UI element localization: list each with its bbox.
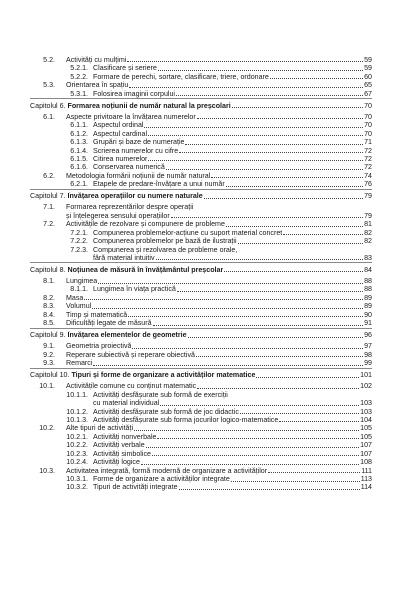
toc-page-number: 84 [364, 266, 372, 275]
toc-page-number: 103 [360, 399, 372, 408]
dot-leader [176, 95, 363, 96]
toc-entry-title: Activitățile comune cu conținut matematic [66, 382, 197, 391]
dot-leader [98, 283, 363, 284]
dot-leader [127, 61, 363, 62]
toc-entry-title: Tipuri și forme de organizare a activităților matematice [71, 371, 256, 380]
toc-entry-title: Timp și matematică [66, 310, 128, 319]
toc-page-number: 90 [364, 310, 372, 319]
dot-leader [268, 472, 360, 473]
toc-entry-title: Formare de perechi, sortare, clasificare, triere, ordonare [93, 72, 269, 81]
toc-page-number: 104 [360, 415, 372, 424]
dot-leader [158, 70, 363, 71]
toc-entry-title: Metodologia formării noțiunii de număr natural [66, 171, 211, 180]
toc-entry-number: 8.2. [43, 293, 55, 302]
toc-chapter-row[interactable] [30, 102, 372, 110]
toc-entry-title: Formarea reprezentărilor despre operații [66, 203, 194, 212]
dot-leader [84, 299, 363, 300]
toc-entry-number: 6.1.1. [70, 121, 88, 130]
dot-leader [129, 87, 363, 88]
toc-entry-number: 6.1.5. [70, 154, 88, 163]
toc-entry-title: Remarci [66, 359, 93, 368]
toc-page-number: 59 [364, 55, 372, 64]
chapter-divider [30, 328, 372, 329]
dot-leader [232, 107, 363, 108]
chapter-divider [30, 189, 372, 190]
dot-leader [166, 169, 363, 170]
toc-entry-row[interactable] [30, 302, 372, 310]
toc-entry-number: 5.2.2. [70, 72, 88, 81]
toc-entry-number: 10.1.3. [66, 415, 88, 424]
toc-entry-row[interactable] [30, 203, 372, 211]
toc-entry-row[interactable] [30, 138, 372, 146]
toc-entry-row[interactable] [30, 113, 372, 121]
toc-entry-title: Etapele de predare-învățare a unui număr [93, 180, 225, 189]
toc-entry-title: Aspecte privitoare la învățarea numerelor [66, 112, 196, 121]
toc-page-number: 107 [360, 449, 372, 458]
toc-entry-row[interactable] [30, 180, 372, 188]
toc-entry-row[interactable] [30, 64, 372, 72]
toc-entry-number: 5.3.1. [70, 89, 88, 98]
toc-entry-number: 10.2. [39, 424, 55, 433]
toc-entry-number: 10.2.2. [66, 441, 88, 450]
toc-entry-title: Formarea noțiunii de număr natural la preșcolari [67, 101, 231, 110]
toc-entry-title: Reperare subiectivă și reperare obiectivă [66, 350, 195, 359]
toc-entry-row[interactable] [30, 458, 372, 466]
dot-leader [283, 234, 363, 235]
toc-page-number: 83 [364, 253, 372, 262]
toc-entry-row[interactable] [30, 130, 372, 138]
toc-entry-number: 10.2.1. [66, 432, 88, 441]
toc-chapter-row[interactable] [30, 266, 372, 274]
toc-entry-number: 10.3.2. [66, 483, 88, 492]
dot-leader [196, 356, 363, 357]
dot-leader [141, 464, 359, 465]
toc-entry-title: Activitatea integrată, formă modernă de organizare a activităților [66, 466, 268, 475]
toc-entry-title: Învățarea elementelor de geometrie [67, 331, 187, 340]
toc-entry-number: 10.3. [39, 466, 55, 475]
dot-leader [179, 489, 360, 490]
toc-entry-number: 8.1.1. [70, 285, 88, 294]
toc-entry-title: Noțiunea de măsură în învățământul preșcolar [67, 266, 224, 275]
toc-chapter-row[interactable] [30, 192, 372, 200]
dot-leader [179, 152, 363, 153]
dot-leader [177, 291, 363, 292]
dot-leader [160, 405, 359, 406]
toc-entry-row[interactable] [30, 382, 372, 390]
toc-page-number: 101 [360, 371, 372, 380]
toc-page-number: 89 [364, 293, 372, 302]
toc-page-number: 65 [364, 81, 372, 90]
toc-entry-number: 8.3. [43, 302, 55, 311]
dot-leader [238, 243, 364, 244]
toc-page-number: 82 [364, 228, 372, 237]
toc-entry-title: Activități simbolice [93, 449, 151, 458]
toc-entry-row[interactable] [30, 229, 372, 237]
toc-entry-number: 9.2. [43, 350, 55, 359]
toc-entry-row[interactable] [30, 237, 372, 245]
toc-entry-title: Aspectul cardinal [93, 129, 148, 138]
toc-entry-title: Lungimea în viața practică [93, 285, 176, 294]
dot-leader [171, 217, 363, 218]
toc-page-number: 70 [364, 121, 372, 130]
toc-entry-row[interactable] [30, 467, 372, 475]
toc-page-number: 79 [364, 192, 372, 201]
toc-entry-number: Capitolul 9. [30, 331, 66, 340]
toc-page-number: 89 [364, 302, 372, 311]
toc-page-number: 113 [360, 475, 372, 484]
toc-entry-number: 6.1.2. [70, 129, 88, 138]
dot-leader [132, 348, 363, 349]
dot-leader [148, 135, 363, 136]
toc-entry-title: Activități desfășurate sub forma jocurilor logico-matematice [93, 415, 279, 424]
toc-entry-number: 9.3. [43, 359, 55, 368]
toc-entry-title: Masa [66, 293, 84, 302]
toc-entry-number: 5.3. [43, 81, 55, 90]
toc-entry-title: Învățarea operațiilor cu numere naturale [67, 192, 203, 201]
dot-leader [134, 430, 359, 431]
toc-entry-number: Capitolul 8. [30, 266, 66, 275]
toc-entry-title: Dificultăți legate de măsură [66, 319, 152, 328]
toc-page-number: 70 [364, 112, 372, 121]
toc-entry-number: 6.1.6. [70, 163, 88, 172]
toc-entry-number: 10.2.3. [66, 449, 88, 458]
toc-entry-number: 5.2. [43, 55, 55, 64]
toc-entry-number: 6.2. [43, 171, 55, 180]
toc-entry-number: 7.2.3. [70, 245, 88, 254]
toc-page-number: 103 [360, 407, 372, 416]
toc-entry-number: Capitolul 7. [30, 192, 66, 201]
toc-entry-title: Scrierea numerelor cu cifre [93, 146, 179, 155]
dot-leader [204, 198, 363, 199]
toc-entry-row[interactable] [30, 73, 372, 81]
toc-entry-number: Capitolul 6. [30, 101, 66, 110]
toc-entry-number: Capitolul 10. [30, 371, 70, 380]
toc-entry-row[interactable] [30, 311, 372, 319]
toc-page-number: 70 [364, 129, 372, 138]
toc-page-number: 71 [364, 138, 372, 147]
toc-entry-title: Activități logice [93, 458, 140, 467]
dot-leader [153, 325, 364, 326]
toc-entry-title: Compunerea problemelor-acțiune cu suport material concret [93, 228, 283, 237]
toc-entry-number: 7.2.2. [70, 237, 88, 246]
dot-leader [93, 365, 363, 366]
toc-entry-title: Grupări și baze de numerație [93, 138, 185, 147]
toc-page-number: 91 [364, 319, 372, 328]
dot-leader [156, 259, 364, 260]
toc-entry-number: 9.1. [43, 342, 55, 351]
toc-entry-title: cu material individual [93, 399, 160, 408]
toc-page-number: 97 [364, 342, 372, 351]
toc-entry-title: Forme de organizare a activităților integrate [93, 475, 230, 484]
toc-entry-title: Tipuri de activități integrate [93, 483, 178, 492]
toc-entry-title: Geometria proiectivă [66, 342, 132, 351]
toc-entry-row[interactable] [30, 441, 372, 449]
toc-entry-number: 10.1.1. [66, 390, 88, 399]
toc-entry-number: 10.1.2. [66, 407, 88, 416]
toc-entry-row[interactable] [30, 254, 372, 262]
toc-entry-title: Alte tipuri de activități [66, 424, 134, 433]
toc-page-number: 88 [364, 277, 372, 286]
toc-page-number: 70 [364, 101, 372, 110]
toc-page-number: 107 [360, 441, 372, 450]
toc-entry-title: Clasificare și seriere [93, 64, 157, 73]
toc-entry-row[interactable] [30, 90, 372, 98]
toc-page-number: 105 [360, 424, 372, 433]
toc-entry-number: 7.2.1. [70, 228, 88, 237]
toc-page-number: 98 [364, 350, 372, 359]
toc-entry-row[interactable] [30, 277, 372, 285]
toc-entry-title: Activități desfășurate sub formă de joc didactic [93, 407, 239, 416]
toc-page-number: 76 [364, 180, 372, 189]
dot-leader [231, 481, 360, 482]
chapter-divider [30, 98, 372, 99]
toc-entry-number: 8.5. [43, 319, 55, 328]
toc-entry-row[interactable] [30, 147, 372, 155]
chapter-divider [30, 368, 372, 369]
toc-entry-title: Citirea numerelor [93, 154, 148, 163]
toc-page-number: 108 [360, 458, 372, 467]
toc-entry-row[interactable] [30, 220, 372, 228]
toc-entry-row[interactable] [30, 155, 372, 163]
toc-entry-number: 8.4. [43, 310, 55, 319]
toc-entry-row[interactable] [30, 246, 372, 254]
toc-entry-title: Aspectul ordinal [93, 121, 144, 130]
toc-entry-title: Lungimea [66, 277, 98, 286]
toc-entry-row[interactable] [30, 450, 372, 458]
toc-entry-number: 10.1. [39, 382, 55, 391]
toc-page-number: 59 [364, 64, 372, 73]
dot-leader [157, 438, 359, 439]
dot-leader [197, 118, 363, 119]
toc-entry-title: Activități desfășurate sub formă de exerciții [93, 390, 228, 399]
dot-leader [188, 337, 364, 338]
toc-entry-title: Activitățile de rezolvare și compunere de probleme [66, 220, 225, 229]
toc-entry-row[interactable] [30, 56, 372, 64]
toc-entry-row[interactable] [30, 286, 372, 294]
toc-entry-row[interactable] [30, 342, 372, 350]
toc-entry-title: Compunerea problemelor pe bază de ilustrații [93, 237, 237, 246]
toc-entry-title: Activități nonverbale [93, 432, 157, 441]
toc-entry-row[interactable] [30, 172, 372, 180]
toc-page-number: 81 [364, 220, 372, 229]
toc-page-number: 74 [364, 171, 372, 180]
toc-entry-title: Activități verbale [93, 441, 145, 450]
toc-entry-row[interactable] [30, 433, 372, 441]
toc-page-number: 88 [364, 285, 372, 294]
dot-leader [226, 226, 363, 227]
dot-leader [146, 447, 360, 448]
toc-chapter-row[interactable] [30, 331, 372, 339]
toc-entry-number: 8.1. [43, 277, 55, 286]
toc-page-number: 111 [361, 466, 372, 475]
dot-leader [148, 160, 363, 161]
toc-page-number: 99 [364, 359, 372, 368]
toc-entry-row[interactable] [30, 391, 372, 399]
toc-entry-number: 10.3.1. [66, 475, 88, 484]
toc-entry-row[interactable] [30, 359, 372, 367]
toc-entry-number: 7.2. [43, 220, 55, 229]
toc-page-number: 79 [364, 211, 372, 220]
toc-page-number: 60 [364, 72, 372, 81]
toc-entry-number: 6.1.3. [70, 138, 88, 147]
toc-entry-row[interactable] [30, 294, 372, 302]
toc-entry-row[interactable] [30, 408, 372, 416]
toc-entry-title: Orientarea în spațiu [66, 81, 129, 90]
toc-page-number: 72 [364, 163, 372, 172]
dot-leader [256, 377, 359, 378]
toc-entry-number: 10.2.4. [66, 458, 88, 467]
toc-entry-title: Compunerea și rezolvarea de probleme orale, [93, 245, 238, 254]
dot-leader [185, 144, 363, 145]
toc-page-number: 114 [360, 483, 372, 492]
toc-entry-row[interactable] [30, 351, 372, 359]
toc-chapter-row[interactable] [30, 371, 372, 379]
toc-entry-row[interactable] [30, 424, 372, 432]
dot-leader [226, 186, 363, 187]
toc-entry-title: Folosirea imaginii corpului [93, 89, 176, 98]
toc-page-number: 105 [360, 432, 372, 441]
dot-leader [270, 78, 363, 79]
dot-leader [211, 177, 363, 178]
toc-entry-title: și înțelegerea sensului operațiilor [66, 211, 170, 220]
dot-leader [152, 455, 359, 456]
toc-page-number: 72 [364, 146, 372, 155]
dot-leader [279, 421, 359, 422]
toc-entry-row[interactable] [30, 416, 372, 424]
toc-entry-title: Volumul [66, 302, 92, 311]
toc-entry-row[interactable] [30, 81, 372, 89]
toc-page-number: 102 [360, 382, 372, 391]
toc-entry-row[interactable] [30, 484, 372, 492]
dot-leader [92, 308, 363, 309]
toc-entry-title: Activități cu mulțimi [66, 55, 127, 64]
toc-entry-number: 6.1. [43, 112, 55, 121]
toc-page-number: 67 [364, 89, 372, 98]
toc-entry-row[interactable] [30, 475, 372, 483]
dot-leader [144, 127, 363, 128]
toc-entry-title: fără material intuitiv [93, 253, 155, 262]
toc-entry-number: 6.2.1. [70, 180, 88, 189]
dot-leader [128, 316, 363, 317]
toc-entry-row[interactable] [30, 399, 372, 407]
toc-page-number: 82 [364, 237, 372, 246]
toc-entry-number: 6.1.4. [70, 146, 88, 155]
toc-entry-number: 7.1. [43, 203, 55, 212]
toc-page-number: 72 [364, 154, 372, 163]
toc-entry-row[interactable] [30, 121, 372, 129]
toc-entry-row[interactable] [30, 212, 372, 220]
dot-leader [197, 388, 359, 389]
dot-leader [240, 413, 359, 414]
dot-leader [224, 271, 363, 272]
table-of-contents [30, 56, 372, 492]
toc-entry-number: 5.2.1. [70, 64, 88, 73]
chapter-divider [30, 262, 372, 263]
toc-entry-row[interactable] [30, 319, 372, 327]
toc-entry-title: Conservarea numerică [93, 163, 165, 172]
toc-entry-row[interactable] [30, 163, 372, 171]
toc-page-number: 96 [364, 331, 372, 340]
